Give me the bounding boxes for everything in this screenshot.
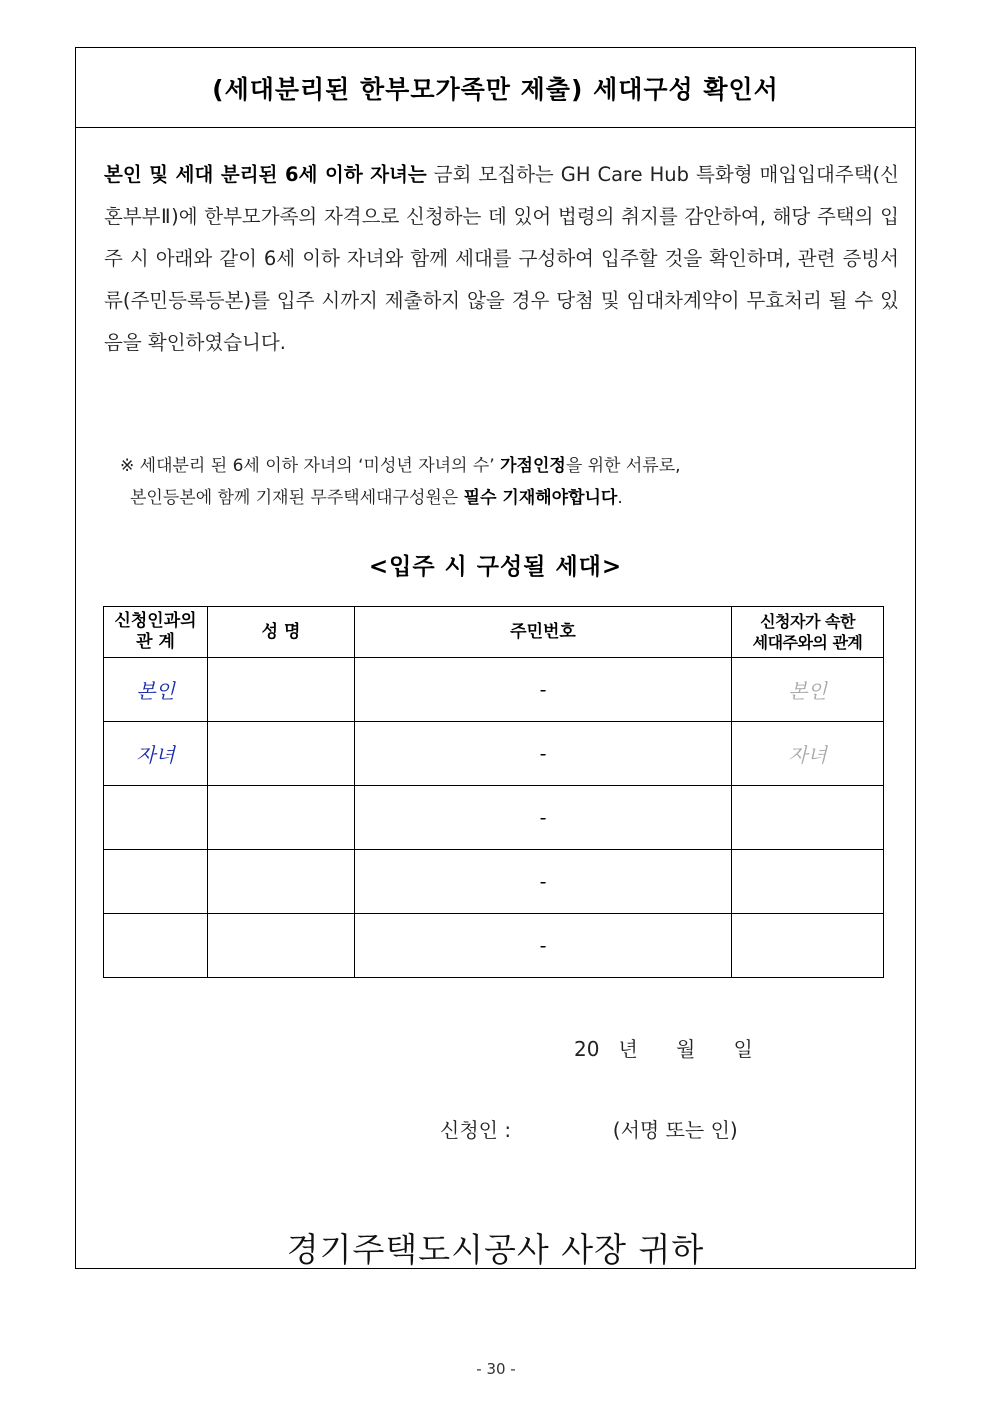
resident-number-cell[interactable]: - bbox=[355, 722, 732, 786]
applicant-signature-line: 신청인 : (서명 또는 인) bbox=[440, 1118, 738, 1142]
statement-lead: 본인 및 세대 분리된 6세 이하 자녀는 bbox=[104, 163, 427, 186]
note-line-2 bbox=[120, 482, 900, 514]
householder-relation-cell[interactable] bbox=[732, 786, 884, 850]
header-householder-line-1: 신청자가 속한 bbox=[760, 612, 855, 631]
header-relation bbox=[104, 607, 208, 658]
header-householder-line-2: 세대주와의 관계 bbox=[752, 633, 863, 652]
name-cell[interactable] bbox=[208, 850, 355, 914]
resident-number-cell[interactable]: - bbox=[355, 786, 732, 850]
name-cell[interactable] bbox=[208, 658, 355, 722]
relation-value: 자녀 bbox=[136, 743, 175, 767]
header-householder-relation bbox=[732, 607, 884, 658]
note-line-1-emphasis: 가점인정 bbox=[500, 456, 566, 476]
table-header-row bbox=[104, 607, 884, 658]
title-box bbox=[76, 48, 915, 128]
householder-relation-cell[interactable] bbox=[732, 914, 884, 978]
note-line-2-text: 본인등본에 함께 기재된 무주택세대구성원은 bbox=[130, 488, 464, 508]
relation-cell[interactable] bbox=[104, 722, 208, 786]
note bbox=[120, 450, 900, 514]
header-relation-line-1: 신청인과의 bbox=[114, 611, 197, 631]
note-line-2-emphasis: 필수 기재해야합니다 bbox=[463, 488, 618, 508]
addressee: 경기주택도시공사 사장 귀하 bbox=[286, 1230, 705, 1269]
relation-cell[interactable] bbox=[104, 914, 208, 978]
relation-cell[interactable] bbox=[104, 658, 208, 722]
page-number: - 30 - bbox=[476, 1360, 516, 1378]
name-cell[interactable] bbox=[208, 786, 355, 850]
table-row bbox=[104, 722, 884, 786]
resident-number-cell[interactable]: - bbox=[355, 914, 732, 978]
table-row bbox=[104, 850, 884, 914]
table-row bbox=[104, 786, 884, 850]
section-title: <입주 시 구성될 세대> bbox=[368, 553, 623, 580]
confirmation-statement bbox=[104, 154, 899, 364]
resident-number-cell[interactable]: - bbox=[355, 850, 732, 914]
householder-relation-cell[interactable] bbox=[732, 722, 884, 786]
householder-relation-value: 자녀 bbox=[788, 743, 827, 767]
relation-cell[interactable] bbox=[104, 786, 208, 850]
date-line: 20 년 월 일 bbox=[574, 1037, 753, 1061]
document-title: (세대분리된 한부모가족만 제출) 세대구성 확인서 bbox=[212, 74, 779, 104]
householder-relation-cell[interactable] bbox=[732, 850, 884, 914]
relation-cell[interactable] bbox=[104, 850, 208, 914]
statement-text: 금회 모집하는 GH Care Hub 특화형 매입입대주택(신혼부부Ⅱ)에 한부모가족의 자격으로 신청하는 데 있어 법령의 취지를 감안하여, 해당 주택의 입주 시 아래와 같이 6세 이하 자녀와 함께 세대를 구성하여 입주할 것을 확인하며, 관련 증빙서류(주민등록등본)를 입주 시까지 제출하지 않을 경우 당첨 및 임대차계약이 무효처리 될 수 있음을 확인하였습니다. bbox=[104, 163, 899, 354]
householder-relation-value: 본인 bbox=[788, 679, 827, 703]
resident-number-cell[interactable]: - bbox=[355, 658, 732, 722]
note-line-2-tail: . bbox=[617, 488, 623, 508]
name-cell[interactable] bbox=[208, 914, 355, 978]
householder-relation-cell[interactable] bbox=[732, 658, 884, 722]
relation-value: 본인 bbox=[136, 679, 175, 703]
header-name: 성 명 bbox=[208, 607, 355, 658]
name-cell[interactable] bbox=[208, 722, 355, 786]
form-frame bbox=[75, 47, 916, 1269]
table-row bbox=[104, 658, 884, 722]
note-line-1-tail: 을 위한 서류로, bbox=[565, 456, 681, 476]
table-row bbox=[104, 914, 884, 978]
header-relation-line-2: 관 계 bbox=[136, 632, 175, 652]
header-resident-number: 주민번호 bbox=[355, 607, 732, 658]
household-table bbox=[103, 606, 884, 978]
note-line-1-text: ※ 세대분리 된 6세 이하 자녀의 ‘미성년 자녀의 수’ bbox=[120, 456, 501, 476]
note-line-1 bbox=[120, 450, 900, 482]
